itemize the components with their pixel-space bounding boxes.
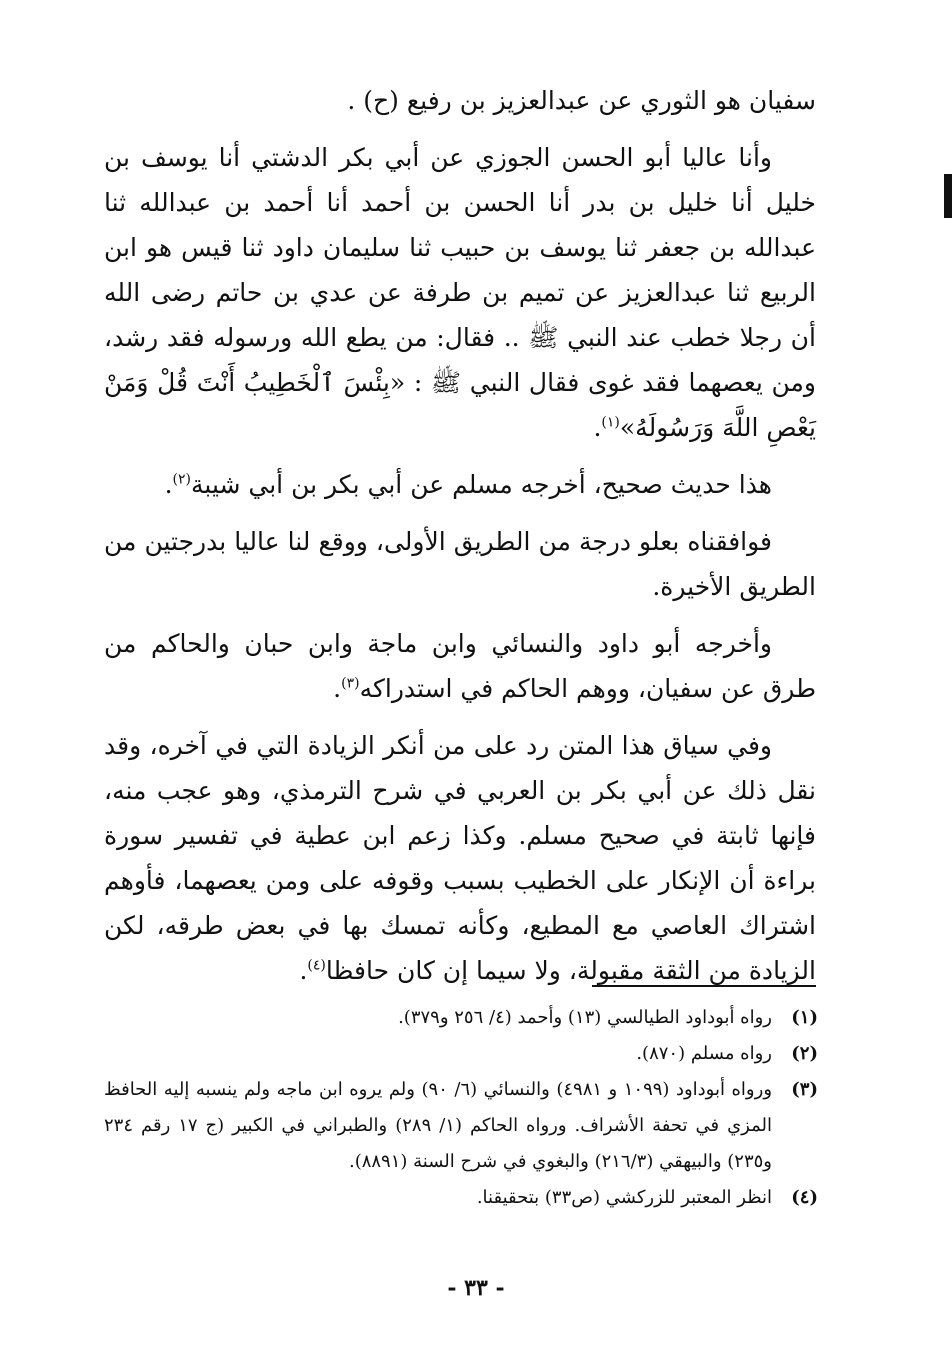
footnote-separator bbox=[592, 985, 816, 987]
paragraph-text: وأخرجه أبو داود والنسائي وابن ماجة وابن حبان والحاكم من طرق عن سفيان، ووهم الحاكم في استدراكه bbox=[104, 629, 816, 703]
footnote-1 bbox=[104, 1000, 818, 1036]
footnote-text: رواه مسلم (٨٧٠). bbox=[636, 1043, 772, 1064]
footnote-ref: (١) bbox=[601, 414, 620, 431]
paragraph-text: هذا حديث صحيح، أخرجه مسلم عن أبي بكر بن أبي شيبة bbox=[191, 470, 772, 499]
paragraph-3 bbox=[104, 462, 816, 507]
footnote-3 bbox=[104, 1072, 818, 1180]
footnote-number: (٣) bbox=[791, 1079, 818, 1100]
paragraph-text: وأنا عاليا أبو الحسن الجوزي عن أبي بكر الدشتي أنا يوسف بن خليل أنا خليل بن بدر أنا الحسن بن أحمد أنا أحمد بن عبدالله ثنا عبدالله بن جعفر ثنا يوسف بن حبيب ثنا سليمان داود ثنا قيس هو ابن الربيع ثنا عبدالعزيز عن تميم بن طرفة عن عدي بن حاتم رضى الله أن رجلا خطب عند النبي ﷺ .. فقال: من يطع الله ورسوله فقد رشد، ومن يعصهما فقد غوى فقال النبي ﷺ : bbox=[104, 143, 817, 397]
footnote-number: (٤) bbox=[791, 1187, 818, 1208]
footnote-ref: (٢) bbox=[172, 471, 191, 488]
sentence-end: . bbox=[164, 470, 173, 499]
paragraph-2 bbox=[104, 135, 816, 450]
page-edge-tab bbox=[944, 174, 952, 218]
footnote-text: انظر المعتبر للزركشي (ص٣٣) بتحقيقنا. bbox=[476, 1187, 772, 1208]
quranic-quote: «بِئْسَ ٱلْخَطِيبُ أَنْتَ قُلْ وَمَنْ يَعْصِ اللَّهَ وَرَسُولَهُ» bbox=[104, 368, 816, 442]
footnote-number: (٢) bbox=[791, 1043, 818, 1064]
sentence-end: . bbox=[333, 674, 342, 703]
paragraph-text: فوافقناه بعلو درجة من الطريق الأولى، ووقع لنا عاليا بدرجتين من الطريق الأخيرة. bbox=[104, 527, 816, 601]
page-number: - ٣٣ - bbox=[447, 1275, 505, 1301]
footnote-ref: (٤) bbox=[307, 957, 326, 974]
paragraph-text: وفي سياق هذا المتن رد على من أنكر الزيادة التي في آخره، وقد نقل ذلك عن أبي بكر بن العربي في شرح الترمذي، وهو عجب منه، فإنها ثابتة في صحيح مسلم. وكذا زعم ابن عطية في تفسير سورة براءة أن الإنكار على الخطيب بسبب وقوفه على ومن يعصهما، فأوهم اشتراك العاصي مع المطيع، وكأنه تمسك بها في بعض طرقه، لكن الزيادة من الثقة مقبولة، ولا سيما إن كان حافظا bbox=[104, 731, 816, 985]
footnote-text: رواه أبوداود الطيالسي (١٣) وأحمد (٤/ ٢٥٦ و٣٧٩). bbox=[398, 1007, 772, 1028]
paragraph-text: سفيان هو الثوري عن عبدالعزيز بن رفيع (ح) . bbox=[347, 86, 816, 115]
footnote-ref: (٣) bbox=[341, 675, 360, 692]
paragraph-6 bbox=[104, 723, 816, 993]
footnote-4 bbox=[104, 1180, 818, 1216]
sentence-end: . bbox=[299, 956, 308, 985]
sentence-end: . bbox=[593, 413, 602, 442]
footnotes bbox=[104, 1000, 818, 1216]
footnote-text: ورواه أبوداود (١٠٩٩ و ٤٩٨١) والنسائي (٦/ ٩٠) ولم يروه ابن ماجه ولم ينسبه إليه الحافظ المزي في تحفة الأشراف. ورواه الحاكم (١/ ٢٨٩) والطبراني في الكبير (ج ١٧ رقم ٢٣٤ و٢٣٥) والبيهقي (٢١٦/٣) والبغوي في شرح السنة (٨٨٩١). bbox=[104, 1079, 773, 1172]
paragraph-4 bbox=[104, 519, 816, 609]
paragraph-1 bbox=[104, 78, 816, 123]
footnote-number: (١) bbox=[791, 1007, 818, 1028]
main-text bbox=[104, 78, 816, 1005]
paragraph-5 bbox=[104, 621, 816, 711]
footnote-2 bbox=[104, 1036, 818, 1072]
